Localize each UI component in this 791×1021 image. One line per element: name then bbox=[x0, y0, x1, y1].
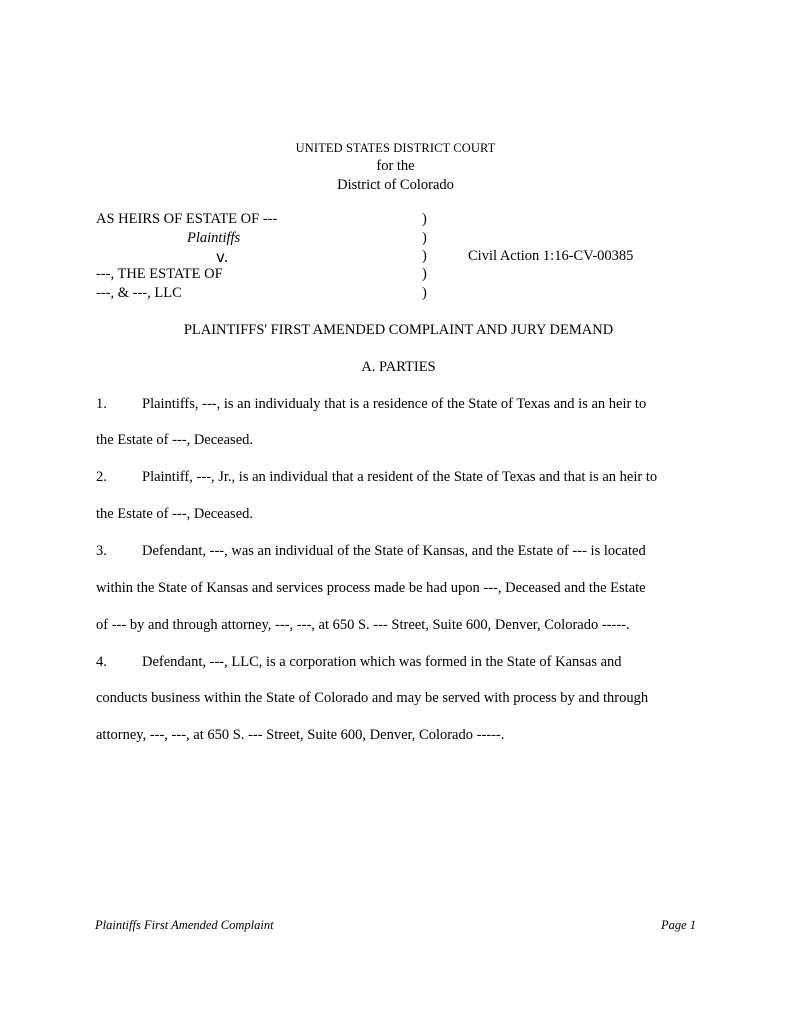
footer-page-number: Page 1 bbox=[661, 918, 697, 932]
caption-paren: ) bbox=[422, 230, 427, 246]
caption-paren: ) bbox=[422, 266, 427, 282]
civil-action-number: Civil Action 1:16-CV-00385 bbox=[468, 248, 634, 264]
paragraph-number: 3. bbox=[96, 543, 107, 559]
paragraph-number: 4. bbox=[96, 654, 107, 670]
paragraph-text-line: attorney, ---, ---, at 650 S. --- Street, Suite 600, Denver, Colorado -----. bbox=[96, 727, 505, 743]
paragraph-text-line: the Estate of ---, Deceased. bbox=[96, 432, 254, 448]
paragraph-text-line: Plaintiff, ---, Jr., is an individual that a resident of the State of Texas and that is an heir to bbox=[142, 469, 658, 485]
paragraph-text-line: Plaintiffs, ---, is an individualy that is a residence of the State of Texas and is an heir to bbox=[142, 396, 647, 412]
caption-paren: ) bbox=[422, 285, 427, 301]
paragraph-text-line: conducts business within the State of Colorado and may be served with process by and through bbox=[96, 690, 649, 706]
caption-defendant-line-1: ---, THE ESTATE OF bbox=[96, 266, 223, 282]
paragraph-number: 2. bbox=[96, 469, 107, 485]
paragraph-text-line: Defendant, ---, was an individual of the State of Kansas, and the Estate of --- is located bbox=[142, 543, 646, 559]
section-heading: A. PARTIES bbox=[361, 359, 436, 375]
court-name: UNITED STATES DISTRICT COURT bbox=[295, 141, 496, 155]
paragraph-text-line: within the State of Kansas and services process made be had upon ---, Deceased and the Estate bbox=[96, 580, 646, 596]
caption-plaintiff-heading: AS HEIRS OF ESTATE OF --- bbox=[96, 211, 278, 227]
court-district: District of Colorado bbox=[337, 177, 454, 193]
footer-document-title: Plaintiffs First Amended Complaint bbox=[95, 918, 274, 932]
caption-defendant-line-2: ---, & ---, LLC bbox=[96, 285, 182, 301]
caption-versus: v. bbox=[216, 248, 229, 266]
caption-paren: ) bbox=[422, 248, 427, 264]
caption-paren: ) bbox=[422, 211, 427, 227]
paragraph-text-line: Defendant, ---, LLC, is a corporation which was formed in the State of Kansas and bbox=[142, 654, 622, 670]
paragraph-text-line: the Estate of ---, Deceased. bbox=[96, 506, 254, 522]
paragraph-number: 1. bbox=[96, 396, 107, 412]
caption-plaintiffs-label: Plaintiffs bbox=[187, 230, 241, 246]
paragraph-text-line: of --- by and through attorney, ---, ---, at 650 S. --- Street, Suite 600, Denver, Colorado -----. bbox=[96, 617, 630, 633]
court-for-line: for the bbox=[376, 158, 415, 174]
document-title: PLAINTIFFS' FIRST AMENDED COMPLAINT AND JURY DEMAND bbox=[183, 322, 614, 338]
